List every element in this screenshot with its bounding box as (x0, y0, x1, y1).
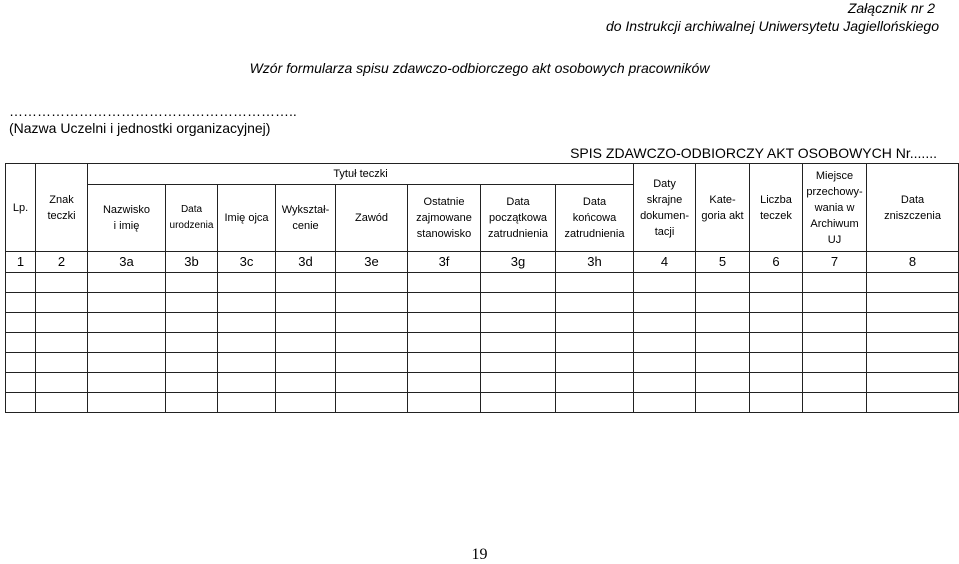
header-data-koncowa: Data końcowa zatrudnienia (556, 185, 634, 252)
header-liczba-teczek: Liczba teczek (750, 164, 803, 252)
table-row (6, 393, 959, 413)
column-number: 3f (408, 252, 481, 273)
page-number: 19 (471, 546, 488, 563)
header-data-poczatkowa: Data początkowa zatrudnienia (481, 185, 556, 252)
institution-fill-line: …………………………………………………….. (9, 103, 297, 119)
table-row (6, 313, 959, 333)
institution-label: (Nazwa Uczelni i jednostki organizacyjnej) (9, 120, 271, 136)
spis-title: SPIS ZDAWCZO-ODBIORCZY AKT OSOBOWYCH Nr....... (570, 145, 937, 161)
header-lp: Lp. (6, 164, 36, 252)
header-imie-ojca: Imię ojca (218, 185, 276, 252)
header-tytul-teczki: Tytuł teczki (88, 164, 634, 185)
column-numbers-row (6, 252, 959, 273)
table-row (6, 293, 959, 313)
header-wyksztalcenie: Wykształ- cenie (276, 185, 336, 252)
column-number: 2 (36, 252, 88, 273)
table-row (6, 353, 959, 373)
header-miejsce-przechowywania: Miejsce przechowy- wania w Archiwum UJ (803, 164, 867, 252)
column-number: 3a (88, 252, 166, 273)
records-table (5, 163, 959, 413)
column-number: 3d (276, 252, 336, 273)
column-number: 4 (634, 252, 696, 273)
column-number: 3c (218, 252, 276, 273)
table-row (6, 273, 959, 293)
table-row (6, 373, 959, 393)
header-daty-skrajne: Daty skrajne dokumen- tacji (634, 164, 696, 252)
header-znak-teczki: Znak teczki (36, 164, 88, 252)
column-number: 6 (750, 252, 803, 273)
attachment-reference: do Instrukcji archiwalnej Uniwersytetu Jagiellońskiego (605, 18, 939, 34)
column-number: 8 (867, 252, 959, 273)
column-number: 3e (336, 252, 408, 273)
column-number: 3g (481, 252, 556, 273)
header-nazwisko-imie: Nazwisko i imię (88, 185, 166, 252)
column-number: 5 (696, 252, 750, 273)
header-data-urodzenia: Data urodzenia (166, 185, 218, 252)
column-number: 3h (556, 252, 634, 273)
column-number: 1 (6, 252, 36, 273)
header-data-zniszczenia: Data zniszczenia (867, 164, 959, 252)
attachment-number: Załącznik nr 2 (847, 0, 935, 16)
header-zawod: Zawód (336, 185, 408, 252)
column-number: 7 (803, 252, 867, 273)
table-row (6, 333, 959, 353)
column-number: 3b (166, 252, 218, 273)
header-kategoria-akt: Kate- goria akt (696, 164, 750, 252)
header-ostatnie-stanowisko: Ostatnie zajmowane stanowisko (408, 185, 481, 252)
form-title: Wzór formularza spisu zdawczo-odbiorczego akt osobowych pracowników (249, 60, 710, 76)
